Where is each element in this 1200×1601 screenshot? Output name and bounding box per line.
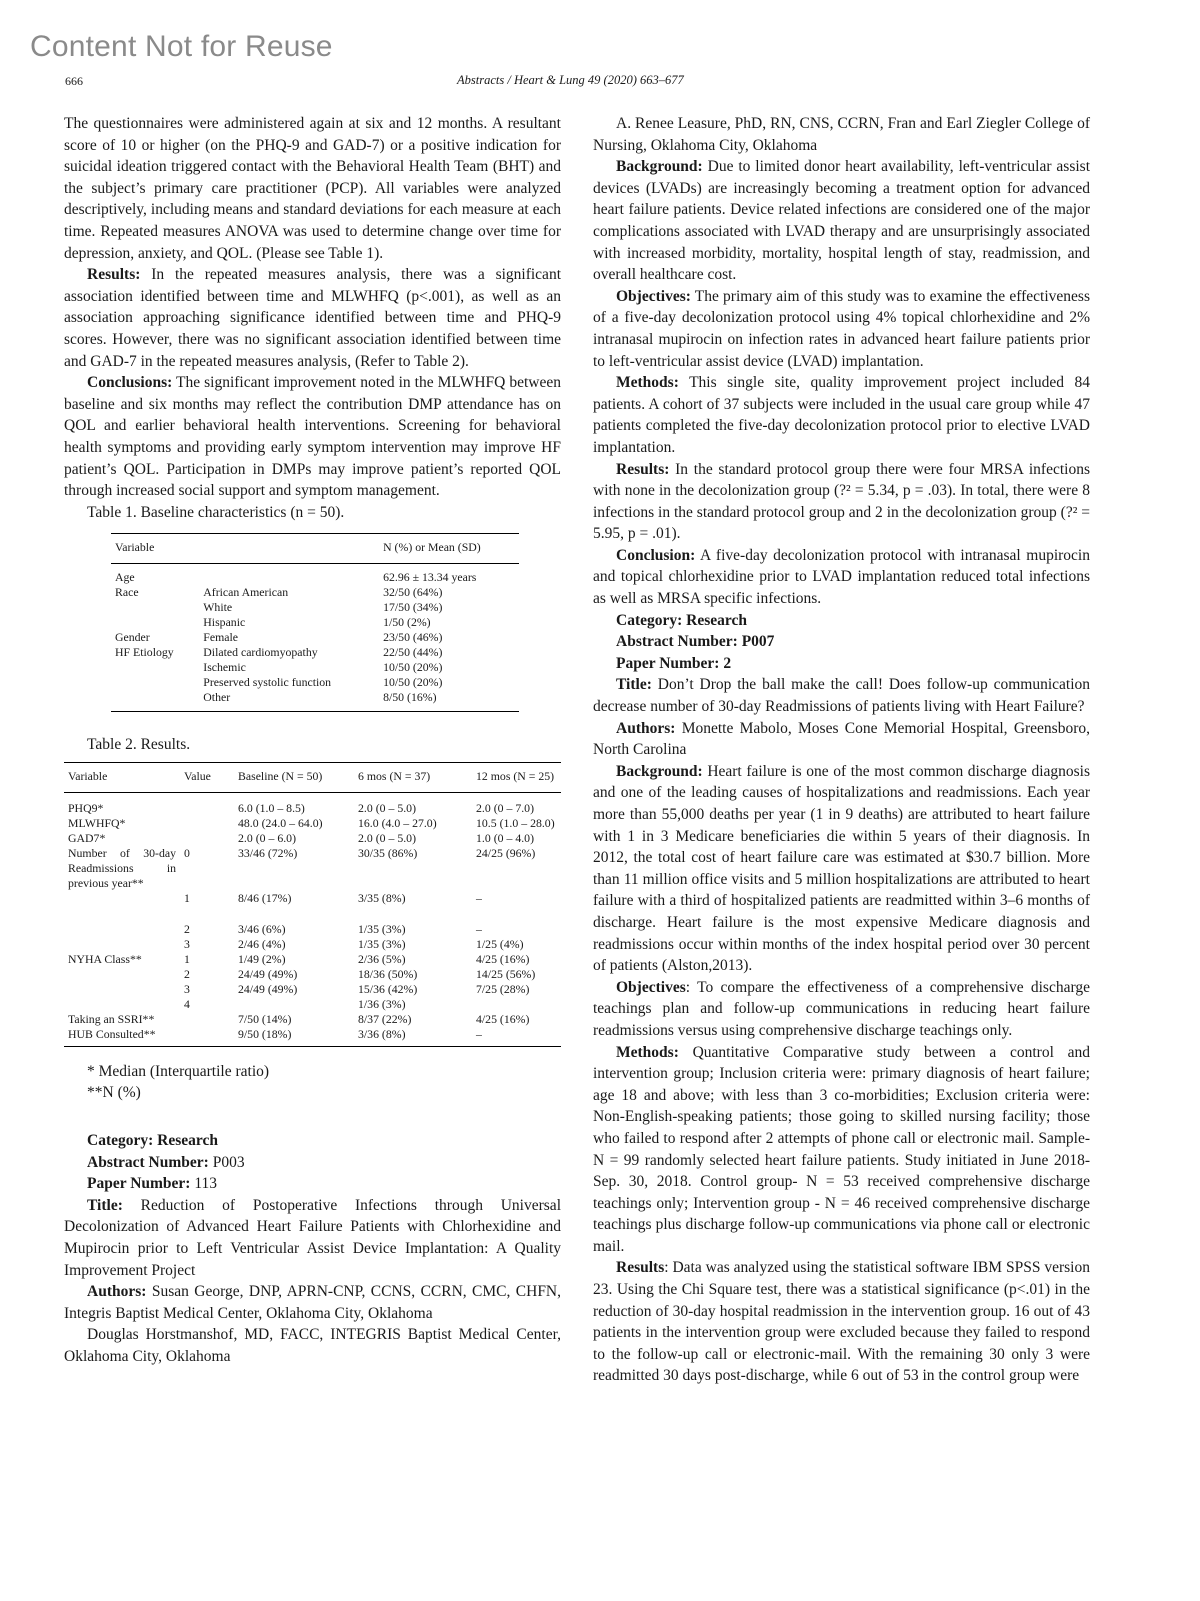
- results-paragraph: [593, 459, 1090, 545]
- table-cell: 33/46 (72%): [238, 845, 298, 860]
- section-label: Objectives: [616, 978, 686, 996]
- table-cell: 2.0 (0 – 6.0): [238, 830, 296, 845]
- table-row: [64, 1027, 561, 1047]
- table-cell: 1/36 (3%): [358, 996, 406, 1011]
- field-label: Authors:: [87, 1283, 147, 1301]
- table-cell: 2: [184, 966, 190, 981]
- section-text: : To compare the effectiveness of a comprehensive discharge teachings plan and follow-up communications in reducing heart failure readmissions versus using comprehensive discharge teachings only.: [593, 978, 1090, 1039]
- section-label: Background:: [616, 158, 703, 176]
- table-footnote: **N (%): [87, 1084, 141, 1102]
- field-label: Category:: [87, 1132, 154, 1150]
- table-header: 6 mos (N = 37): [358, 768, 431, 783]
- conclusion-paragraph: [593, 545, 1090, 610]
- table-cell: Ischemic: [203, 660, 246, 675]
- table-row: [64, 891, 561, 906]
- table-row: [64, 952, 561, 967]
- table-cell: 10/50 (20%): [383, 660, 443, 675]
- section-text: Quantitative Comparative study between a control and intervention group; Inclusion criteria were: primary diagnosis of heart failure; age 18 and above; with less than 3 co-morbidities; Exclusion criteria were: Non-English-speaking patients; those going to skilled nursing facility; those who failed to respond after 2 attempts of phone call or electronic mail. Sample- N = 99 randomly selected heart failure patients. Study initiated in June 2018- Sep. 30, 2018. Control group- N = 53 received comprehensive discharge teachings only; Intervention group - N = 46 received comprehensive discharge teachings plus discharge follow-up communications via phone call or electronic mail.: [593, 1043, 1090, 1255]
- table-header: N (%) or Mean (SD): [383, 540, 481, 555]
- category-line: [593, 610, 1090, 632]
- table-cell: 3/46 (6%): [238, 921, 286, 936]
- table-header: Variable: [68, 768, 108, 783]
- field-value: P003: [212, 1153, 245, 1171]
- table-cell: 4/25 (16%): [476, 1011, 530, 1026]
- table-cell: 3/35 (8%): [358, 890, 406, 905]
- table-row: [64, 906, 561, 922]
- table1-caption: Table 1. Baseline characteristics (n = 50).: [87, 503, 345, 521]
- table-cell: 24/25 (96%): [476, 845, 536, 860]
- table-cell: Hispanic: [203, 615, 246, 630]
- section-text: In the repeated measures analysis, there was a significant association identified between time and MLWHFQ (p<.001), as well as an association approaching significance identified between time and PHQ-9 scores. However, there was no significant association identified between time and GAD-7 in the repeated measures analysis, (Refer to Table 2).: [64, 266, 561, 370]
- table-cell: [180, 1027, 234, 1047]
- table-cell: 1: [184, 951, 190, 966]
- table-row: [111, 645, 519, 660]
- methods-paragraph: [593, 1042, 1090, 1258]
- table-row: [64, 937, 561, 952]
- right-column: [593, 113, 1090, 1387]
- table-cell: African American: [203, 585, 289, 600]
- table-cell: 16.0 (4.0 – 27.0): [358, 815, 437, 830]
- table-cell: [472, 997, 561, 1012]
- table-cell: 7/50 (14%): [238, 1011, 292, 1026]
- table-row: [111, 675, 519, 690]
- section-text: Heart failure is one of the most common discharge diagnosis and one of the leading causes of hospitalizations and readmissions. Each year more than 55,000 deaths per year (1 in 9 deaths) are attributed to heart failure with 1 in 3 Medicare beneficiaries die within 5 years of their diagnosis. In 2012, the total cost of heart failure care was estimated at $30.7 billion. More than 11 million office visits and 5 million hospitalizations are attributed to heart failure with a third of hospitalized patients are readmitted within 3–6 months of discharge. Heart failure is the most expensive Medicare diagnosis and readmissions occur within months of the index hospital period over 30 percent of patients (Alston,2013).: [593, 762, 1091, 975]
- table-cell: 9/50 (18%): [238, 1026, 292, 1041]
- table-row: [64, 982, 561, 997]
- section-label: Objectives:: [616, 287, 691, 305]
- section-label: Background:: [616, 762, 703, 780]
- field-label: Title:: [616, 676, 652, 694]
- section-label: Methods:: [616, 374, 679, 392]
- table-cell: [64, 982, 180, 997]
- table-cell: 6.0 (1.0 – 8.5): [238, 800, 305, 815]
- conclusions-paragraph: [64, 372, 561, 502]
- field-value: 2: [723, 654, 732, 672]
- table-cell: 1: [184, 890, 190, 905]
- results-paragraph: [593, 1257, 1090, 1387]
- author-paragraph: Douglas Horstmanshof, MD, FACC, INTEGRIS Baptist Medical Center, Oklahoma City, Oklahoma: [64, 1326, 561, 1365]
- table-row: [111, 585, 519, 600]
- table-cell: 14/25 (56%): [476, 966, 536, 981]
- table-footnote: * Median (Interquartile ratio): [87, 1062, 270, 1080]
- field-label: Abstract Number:: [87, 1153, 209, 1171]
- table-cell: 4/25 (16%): [476, 951, 530, 966]
- table-header: Variable: [115, 540, 155, 555]
- table-cell: 32/50 (64%): [383, 585, 443, 600]
- table-cell: 1/35 (3%): [358, 936, 406, 951]
- title-paragraph: [64, 1195, 561, 1281]
- table-cell: Dilated cardiomyopathy: [203, 645, 318, 660]
- table-2: [64, 762, 561, 1047]
- table-row: [64, 922, 561, 937]
- methods-paragraph: [593, 372, 1090, 458]
- table-cell: 17/50 (34%): [383, 600, 443, 615]
- section-text: The primary aim of this study was to examine the effectiveness of a five-day decolonization protocol using 4% topical chlorhexidine and 2% intranasal mupirocin on infection rates in advanced heart failure patients prior to left-ventricular assist device (LVAD) implantation.: [593, 287, 1090, 370]
- field-label: Paper Number:: [616, 654, 720, 672]
- table-cell: 2: [184, 921, 190, 936]
- table-cell: HUB Consulted**: [68, 1026, 156, 1041]
- table-cell: [111, 660, 199, 675]
- left-column: [64, 113, 561, 1368]
- table-cell: MLWHFQ*: [68, 815, 126, 830]
- table-cell: [111, 600, 199, 615]
- table-cell: HF Etiology: [115, 645, 174, 660]
- table-cell: Number of 30-day Readmissions in previous year**: [68, 845, 176, 890]
- table-row: [64, 997, 561, 1012]
- table-row: [111, 630, 519, 645]
- table2-caption: Table 2. Results.: [87, 736, 191, 754]
- table-cell: 0: [184, 845, 190, 860]
- table-cell: 1/25 (4%): [476, 936, 524, 951]
- background-paragraph: [593, 156, 1090, 286]
- table-cell: 3: [184, 981, 190, 996]
- page-number: 666: [65, 74, 83, 88]
- field-value: Reduction of Postoperative Infections through Universal Decolonization of Advanced Heart Failure Patients with Chlorhexidine and Mupirocin prior to Left Ventricular Assist Device Implantation: A Quality Improvement Project: [64, 1196, 561, 1279]
- table-cell: [111, 690, 199, 712]
- objectives-paragraph: [593, 977, 1090, 1042]
- table-cell: GAD7*: [68, 830, 106, 845]
- table-cell: 3: [184, 936, 190, 951]
- table-header: 12 mos (N = 25): [476, 768, 555, 783]
- table-cell: [234, 906, 354, 922]
- table-cell: PHQ9*: [68, 800, 104, 815]
- table-cell: 4: [184, 996, 190, 1011]
- table-cell: Gender: [115, 630, 150, 645]
- table-cell: [180, 792, 234, 816]
- section-label: Conclusion:: [616, 546, 696, 564]
- table-cell: 1/35 (3%): [358, 921, 406, 936]
- field-value: Don’t Drop the ball make the call! Does follow-up communication decrease number of 30-day Readmissions of patients living with Heart Failure?: [593, 676, 1091, 716]
- table-row: [111, 690, 519, 712]
- table-cell: –: [476, 890, 482, 905]
- section-label: Results:: [616, 460, 670, 478]
- table-cell: –: [476, 1026, 482, 1041]
- table-cell: 2/36 (5%): [358, 951, 406, 966]
- table-row: [64, 792, 561, 816]
- table-cell: [180, 831, 234, 846]
- table-cell: Age: [115, 570, 135, 585]
- table-cell: NYHA Class**: [68, 951, 142, 966]
- background-paragraph: [593, 761, 1090, 977]
- field-value: Monette Mabolo, Moses Cone Memorial Hospital, Greensboro, North Carolina: [593, 719, 1090, 759]
- table-cell: 30/35 (86%): [358, 845, 418, 860]
- table-cell: [111, 615, 199, 630]
- table-cell: 24/49 (49%): [238, 966, 298, 981]
- table-cell: 2.0 (0 – 7.0): [476, 800, 534, 815]
- table-cell: 8/46 (17%): [238, 890, 292, 905]
- table-cell: [64, 967, 180, 982]
- abstract-number-line: [64, 1152, 561, 1174]
- table-cell: Taking an SSRI**: [68, 1011, 155, 1026]
- paper-number-line: [64, 1173, 561, 1195]
- authors-paragraph: [64, 1281, 561, 1324]
- table-cell: [64, 922, 180, 937]
- category-line: [64, 1130, 561, 1152]
- table-header-row: [111, 534, 519, 564]
- table-cell: 8/50 (16%): [383, 690, 437, 705]
- objectives-paragraph: [593, 286, 1090, 372]
- table-cell: 2/46 (4%): [238, 936, 286, 951]
- running-head: Abstracts / Heart & Lung 49 (2020) 663–677: [457, 73, 684, 87]
- table-1: [111, 533, 519, 712]
- section-label: Conclusions:: [87, 374, 173, 392]
- section-label: Results: [616, 1259, 665, 1277]
- section-text: A five-day decolonization protocol with intranasal mupirocin and topical chlorhexidine prior to LVAD implantation reduced total infections as well as MRSA specific infections.: [593, 546, 1090, 608]
- table-cell: 2.0 (0 – 5.0): [358, 800, 416, 815]
- table-cell: 48.0 (24.0 – 64.0): [238, 815, 323, 830]
- table-header: Baseline (N = 50): [238, 768, 323, 783]
- table-cell: 18/36 (50%): [358, 966, 418, 981]
- table-cell: 1/50 (2%): [383, 615, 431, 630]
- table-cell: [111, 675, 199, 690]
- table-cell: 1/49 (2%): [238, 951, 286, 966]
- table-cell: 7/25 (28%): [476, 981, 530, 996]
- section-text: This single site, quality improvement project included 84 patients. A cohort of 37 subjects were included in the usual care group while 47 patients completed the five-day decolonization protocol prior to elective LVAD implantation.: [593, 374, 1090, 456]
- table-cell: [180, 816, 234, 831]
- table-cell: 10.5 (1.0 – 28.0): [476, 815, 555, 830]
- table-cell: 2.0 (0 – 5.0): [358, 830, 416, 845]
- table-header-row: [64, 762, 561, 792]
- authors-paragraph: [593, 718, 1090, 761]
- section-text: : Data was analyzed using the statistical software IBM SPSS version 23. Using the Chi Square test, there was a statistical significance (p<.01) in the reduction of 30-day hospital readmission in the intervention group. 16 out of 43 patients in the intervention group were excluded because they failed to respond to the follow-up call or electronic-mail. With the remaining 30 only 3 were readmitted 30 days post-discharge, while 6 out of 53 in the control group were: [593, 1259, 1090, 1385]
- field-label: Paper Number:: [87, 1175, 191, 1193]
- table-cell: [64, 906, 180, 922]
- watermark: Content Not for Reuse: [30, 30, 333, 63]
- table-cell: [64, 891, 180, 906]
- table-cell: 10/50 (20%): [383, 675, 443, 690]
- table-row: [64, 967, 561, 982]
- table-row: [111, 615, 519, 630]
- table-header: Value: [184, 768, 211, 783]
- table-cell: Other: [203, 690, 231, 705]
- table-cell: 15/36 (42%): [358, 981, 418, 996]
- field-label: Authors:: [616, 719, 676, 737]
- table-row: [64, 816, 561, 831]
- field-value: Research: [157, 1132, 218, 1150]
- results-paragraph: [64, 264, 561, 372]
- table-cell: [199, 564, 379, 586]
- table-cell: –: [476, 921, 482, 936]
- table-cell: Female: [203, 630, 239, 645]
- section-text: The significant improvement noted in the MLWHFQ between baseline and six months may reflect the contribution DMP attendance has on QOL and earlier behavioral health interventions. Screening for behavioral health symptoms and providing early symptom intervention may improve HF patient’s QOL. Participation in DMPs may improve patient’s reported QOL through increased social support and symptom management.: [64, 374, 561, 500]
- section-text: In the standard protocol group there were four MRSA infections with none in the decolonization group (?² = 5.34, p = .03). In total, there were 8 infections in the standard protocol group and 2 in the decolonization group (?² = 5.95, p = .01).: [593, 460, 1090, 543]
- title-paragraph: [593, 674, 1090, 717]
- field-label: Title:: [87, 1196, 123, 1214]
- field-value: P007: [741, 633, 775, 651]
- field-value: Susan George, DNP, APRN-CNP, CCNS, CCRN, CMC, CHFN, Integris Baptist Medical Center, Oklahoma City, Oklahoma: [64, 1283, 562, 1322]
- field-label: Abstract Number:: [616, 633, 738, 651]
- table-cell: [234, 997, 354, 1012]
- table-cell: White: [203, 600, 233, 615]
- table-header: [199, 534, 379, 564]
- table-cell: [64, 997, 180, 1012]
- table-cell: [472, 906, 561, 922]
- table-cell: 8/37 (22%): [358, 1011, 412, 1026]
- table-cell: 24/49 (49%): [238, 981, 298, 996]
- table-cell: 23/50 (46%): [383, 630, 443, 645]
- table-cell: [180, 1012, 234, 1027]
- table-cell: [64, 937, 180, 952]
- table-row: [64, 831, 561, 846]
- section-label: Methods:: [616, 1043, 679, 1061]
- field-value: Research: [686, 611, 747, 629]
- section-label: Results:: [87, 266, 141, 284]
- table-row: [111, 564, 519, 586]
- table-cell: Race: [115, 585, 139, 600]
- paper-number-line: [593, 653, 1090, 675]
- table-row: [111, 660, 519, 675]
- table-cell: [180, 906, 234, 922]
- abstract-number-line: [593, 631, 1090, 653]
- table-row: [111, 600, 519, 615]
- table-cell: [354, 906, 472, 922]
- field-value: 113: [194, 1175, 218, 1193]
- author-paragraph: A. Renee Leasure, PhD, RN, CNS, CCRN, Fran and Earl Ziegler College of Nursing, Oklahoma City, Oklahoma: [593, 115, 1090, 154]
- table-cell: Preserved systolic function: [203, 675, 332, 690]
- paragraph: The questionnaires were administered again at six and 12 months. A resultant score of 10 or higher (on the PHQ-9 and GAD-7) or a positive indication for suicidal ideation triggered contact with the Behavioral Health Team (BHT) and the subject’s primary care practitioner (PCP). All variables were analyzed descriptively, including means and standard deviations for each measure at each time. Repeated measures ANOVA was used to determine change over time for depression, anxiety, and QOL. (Please see Table 1).: [64, 115, 561, 262]
- section-text: Due to limited donor heart availability, left-ventricular assist devices (LVADs) are increasingly becoming a treatment option for advanced heart failure patients. Device related infections are considered one of the major complications associated with LVAD therapy and are unsurprisingly associated with increased morbidity, mortality, hospital length of stay, readmission, and overall healthcare cost.: [593, 158, 1091, 284]
- table-cell: 62.96 ± 13.34 years: [383, 570, 477, 585]
- field-label: Category:: [616, 611, 683, 629]
- table-cell: 1.0 (0 – 4.0): [476, 830, 534, 845]
- table-row: [64, 1012, 561, 1027]
- table-cell: 3/36 (8%): [358, 1026, 406, 1041]
- table-cell: 22/50 (44%): [383, 645, 443, 660]
- table-row: [64, 846, 561, 891]
